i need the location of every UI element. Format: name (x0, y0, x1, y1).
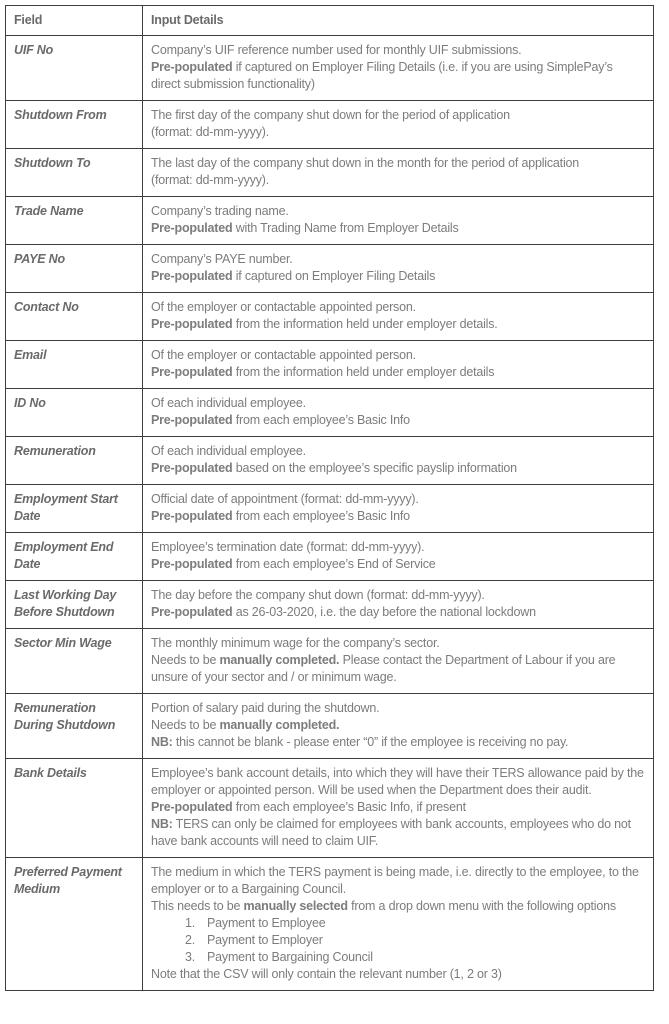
field-details (143, 485, 654, 533)
field-name: Preferred Payment Medium (6, 858, 143, 991)
field-details (143, 36, 654, 101)
field-name: Shutdown From (6, 101, 143, 149)
paragraph: This needs to be manually selected from a drop down menu with the following options (151, 899, 616, 913)
table-row (6, 581, 654, 629)
list-item: 2. Payment to Employer (185, 933, 323, 947)
table-row (6, 694, 654, 759)
paragraph: Pre-populated from each employee’s Basic Info, if present (151, 800, 466, 814)
paragraph: Pre-populated from each employee’s Basic Info (151, 413, 410, 427)
paragraph: Portion of salary paid during the shutdown. (151, 701, 380, 715)
field-details-table (5, 5, 654, 991)
field-details (143, 533, 654, 581)
paragraph: Company’s PAYE number. (151, 252, 293, 266)
field-details (143, 341, 654, 389)
field-name: Remuneration During Shutdown (6, 694, 143, 759)
list-number: 3. (185, 950, 196, 964)
table-row (6, 101, 654, 149)
field-name: Sector Min Wage (6, 629, 143, 694)
field-details (143, 694, 654, 759)
field-details (143, 293, 654, 341)
paragraph: Employee’s termination date (format: dd-mm-yyyy). (151, 540, 425, 554)
list-number: 1. (185, 916, 196, 930)
field-name: UIF No (6, 36, 143, 101)
table-row (6, 341, 654, 389)
paragraph: Pre-populated as 26-03-2020, i.e. the day before the national lockdown (151, 605, 536, 619)
paragraph: NB: TERS can only be claimed for employees with bank accounts, employees who do not have bank accounts will need to claim UIF. (151, 817, 631, 848)
header-cell-input-details: Input Details (143, 6, 654, 36)
paragraph: The last day of the company shut down in the month for the period of application (151, 156, 580, 170)
table-row (6, 533, 654, 581)
paragraph: Needs to be manually completed. Please contact the Department of Labour if you are unsure of your sector and / or minimum wage. (151, 653, 616, 684)
list-number: 2. (185, 933, 196, 947)
field-name: Employment End Date (6, 533, 143, 581)
paragraph: The day before the company shut down (format: dd-mm-yyyy). (151, 588, 485, 602)
field-details (143, 149, 654, 197)
field-name: ID No (6, 389, 143, 437)
paragraph: Pre-populated if captured on Employer Filing Details (151, 269, 436, 283)
list-item: 1. Payment to Employee (185, 916, 326, 930)
paragraph: Of each individual employee. (151, 444, 306, 458)
list-item: 3. Payment to Bargaining Council (185, 950, 373, 964)
paragraph: Company’s trading name. (151, 204, 289, 218)
field-name: Trade Name (6, 197, 143, 245)
field-details (143, 629, 654, 694)
field-name: Shutdown To (6, 149, 143, 197)
paragraph: Official date of appointment (format: dd-mm-yyyy). (151, 492, 419, 506)
table-row (6, 858, 654, 991)
paragraph: Pre-populated based on the employee’s specific payslip information (151, 461, 517, 475)
table-row (6, 197, 654, 245)
field-name: Email (6, 341, 143, 389)
table-body (6, 36, 654, 991)
field-details (143, 245, 654, 293)
field-details (143, 437, 654, 485)
field-name: PAYE No (6, 245, 143, 293)
field-details (143, 581, 654, 629)
paragraph: Company’s UIF reference number used for monthly UIF submissions. (151, 43, 522, 57)
paragraph: Pre-populated with Trading Name from Employer Details (151, 221, 459, 235)
header-cell-field: Field (6, 6, 143, 36)
field-name: Remuneration (6, 437, 143, 485)
paragraph: The monthly minimum wage for the company’s sector. (151, 636, 440, 650)
table-row (6, 293, 654, 341)
table-row (6, 36, 654, 101)
paragraph: (format: dd-mm-yyyy). (151, 173, 270, 187)
field-details (143, 858, 654, 991)
field-details (143, 101, 654, 149)
field-name: Last Working Day Before Shutdown (6, 581, 143, 629)
paragraph: Pre-populated from each employee’s Basic Info (151, 509, 410, 523)
paragraph: Employee’s bank account details, into which they will have their TERS allowance paid by the employer or appointed person. Will be used when the Department does their audit. (151, 766, 644, 797)
paragraph: Pre-populated from the information held under employer details. (151, 317, 498, 331)
paragraph: NB: this cannot be blank - please enter “0” if the employee is receiving no pay. (151, 735, 569, 749)
paragraph: Needs to be manually completed. (151, 718, 340, 732)
paragraph: The medium in which the TERS payment is being made, i.e. directly to the employee, to the employer or to a Bargaining Council. (151, 865, 639, 896)
paragraph: Pre-populated from each employee’s End of Service (151, 557, 436, 571)
paragraph: Pre-populated if captured on Employer Filing Details (i.e. if you are using SimplePay’s direct submission functionality) (151, 60, 613, 91)
field-details (143, 389, 654, 437)
paragraph: Of the employer or contactable appointed person. (151, 300, 416, 314)
table-row (6, 389, 654, 437)
field-name: Employment Start Date (6, 485, 143, 533)
field-name: Contact No (6, 293, 143, 341)
paragraph: Note that the CSV will only contain the relevant number (1, 2 or 3) (151, 967, 502, 981)
table-row (6, 245, 654, 293)
table-row (6, 437, 654, 485)
paragraph: Pre-populated from the information held under employer details (151, 365, 495, 379)
table-row (6, 759, 654, 858)
table-row (6, 485, 654, 533)
table-row (6, 149, 654, 197)
paragraph: Of each individual employee. (151, 396, 306, 410)
table-row (6, 629, 654, 694)
field-details (143, 197, 654, 245)
table-header (6, 6, 654, 36)
header-row (6, 6, 654, 36)
paragraph: (format: dd-mm-yyyy). (151, 125, 270, 139)
field-details (143, 759, 654, 858)
paragraph: Of the employer or contactable appointed person. (151, 348, 416, 362)
field-name: Bank Details (6, 759, 143, 858)
paragraph: The first day of the company shut down for the period of application (151, 108, 510, 122)
